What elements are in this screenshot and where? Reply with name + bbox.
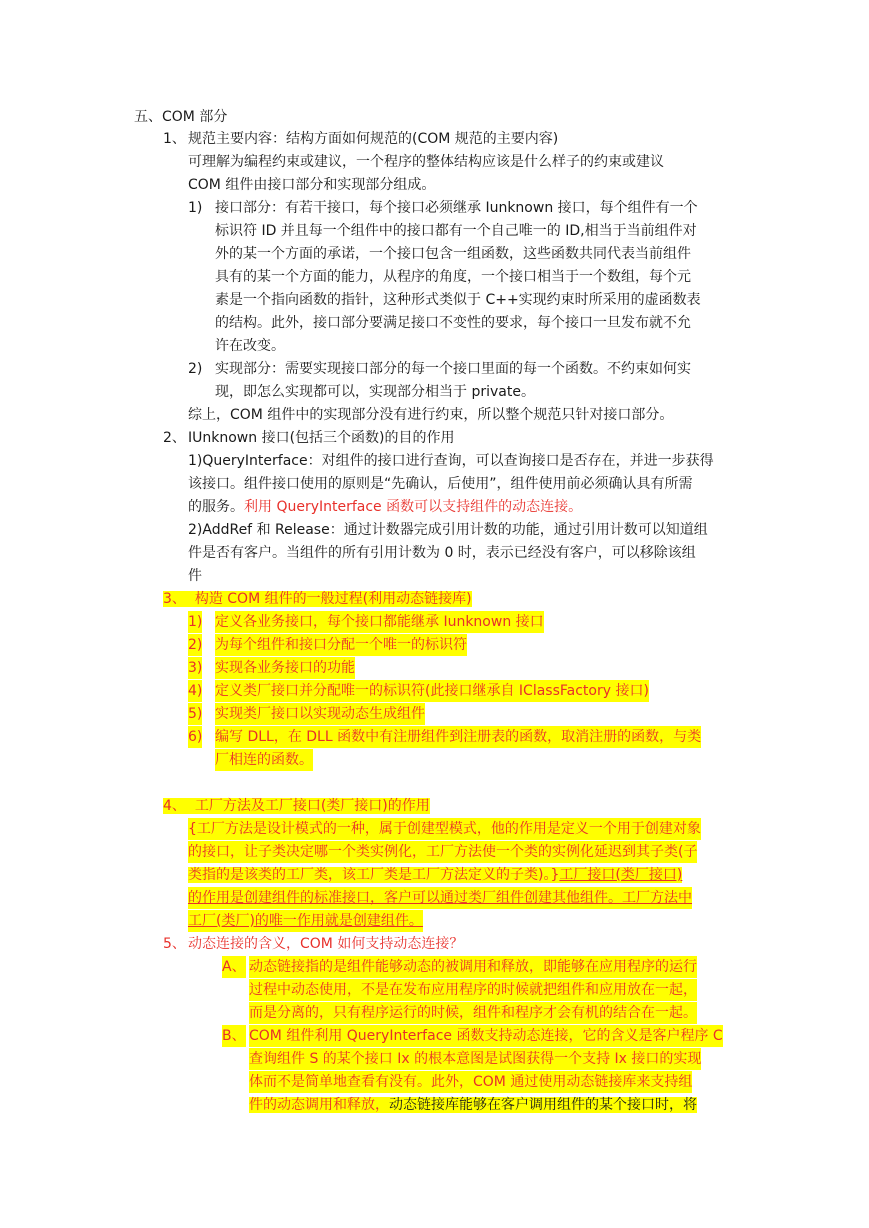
s5-b-last-black: 动态链接库能够在客户调用组件的某个接口时，将 — [389, 1097, 697, 1113]
s4-num: 4、 — [163, 798, 186, 814]
s5-b-line: COM 组件利用 QueryInterface 函数支持动态连接，它的含义是客户程序 C — [249, 1025, 723, 1047]
s4-line-mixed — [188, 864, 682, 886]
s3-item-num: 6) — [188, 726, 202, 748]
s4-heading — [163, 795, 430, 817]
s1-item1-num: 1) — [188, 200, 203, 216]
s2-qi-line: 1)QueryInterface：对组件的接口进行查询，可以查询接口是否存在，并进一步获得 — [188, 453, 714, 469]
s1-item1-line: 的结构。此外，接口部分要满足接口不变性的要求，每个接口一旦发布就不允 — [215, 315, 691, 331]
s4-line: {工厂方法是设计模式的一种，属于创建型模式，他的作用是定义一个用于创建对象 — [188, 818, 701, 840]
s1-item1-line: 素是一个指向函数的指针，这种形式类似于 C++实现约束时所采用的虚函数表 — [215, 292, 701, 308]
s1-item1-line: 具有的某一个方面的能力，从程序的角度，一个接口相当于一个数组，每个元 — [215, 269, 691, 285]
s2-num: 2、 — [163, 430, 186, 446]
section-title: 五、COM 部分 — [134, 109, 228, 125]
s2-qi-line: 该接口。组件接口使用的原则是“先确认，后使用”，组件使用前必须确认具有所需 — [188, 476, 693, 492]
s1-item1-line: 外的某一个方面的承诺，一个接口包含一组函数，这些函数共同代表当前组件 — [215, 246, 691, 262]
s5-a-num: A、 — [222, 956, 246, 978]
s2-qi-red: 利用 QueryInterface 函数可以支持组件的动态连接。 — [244, 499, 583, 515]
s1-p1: 可理解为编程约束或建议，一个程序的整体结构应该是什么样子的约束或建议 — [188, 154, 664, 170]
s4-line: 的作用是创建组件的标准接口，客户可以通过类厂组件创建其他组件。工厂方法中 — [188, 887, 692, 909]
s2-title: IUnknown 接口(包括三个函数)的目的作用 — [188, 430, 455, 446]
s3-item-text: 定义类厂接口并分配唯一的标识符(此接口继承自 IClassFactory 接口) — [215, 680, 649, 702]
s1-item1-line: 许在改变。 — [215, 338, 285, 354]
s2-addref-line: 件 — [188, 568, 202, 584]
s3-item-text: 实现类厂接口以实现动态生成组件 — [215, 703, 425, 725]
s5-b-line: 体而不是简单地查看有没有。此外，COM 通过使用动态链接库来支持组 — [249, 1071, 692, 1093]
s5-b-num: B、 — [222, 1025, 246, 1047]
s3-item-text: 编写 DLL，在 DLL 函数中有注册组件到注册表的函数，取消注册的函数，与类 — [215, 726, 701, 748]
s4-line3b: 工厂接口(类厂接口) — [559, 867, 683, 883]
s1-item1-line: 标识符 ID 并且每一个组件中的接口都有一个自己唯一的 ID,相当于当前组件对 — [215, 223, 697, 239]
s5-a-line: 动态链接指的是组件能够动态的被调用和释放，即能够在应用程序的运行 — [249, 956, 697, 978]
s5-b-last-red: 件的动态调用和释放， — [249, 1097, 389, 1113]
s3-item-text: 定义各业务接口，每个接口都能继承 Iunknown 接口 — [215, 611, 544, 633]
s1-title: 规范主要内容：结构方面如何规范的(COM 规范的主要内容) — [188, 131, 559, 147]
s3-num: 3、 — [163, 591, 186, 607]
s4-line3a: 类指的是该类的工厂类，该工厂类是工厂方法定义的子类)。} — [188, 867, 560, 883]
s2-addref-line: 2)AddRef 和 Release：通过计数器完成引用计数的功能，通过引用计数可以知道组 — [188, 522, 708, 538]
s5-b-last — [249, 1094, 697, 1116]
s3-item6-cont: 厂相连的函数。 — [215, 749, 313, 771]
s5-num: 5、 — [163, 936, 186, 952]
s3-item-num: 2) — [188, 634, 202, 656]
s3-item-text: 为每个组件和接口分配一个唯一的标识符 — [215, 634, 467, 656]
s3-item-num: 3) — [188, 657, 202, 679]
s4-line: 的接口，让子类决定哪一个类实例化，工厂方法使一个类的实例化延迟到其子类(子 — [188, 841, 697, 863]
s3-item-text: 实现各业务接口的功能 — [215, 657, 355, 679]
s1-num: 1、 — [163, 131, 186, 147]
s1-item2-line: 现，即怎么实现都可以，实现部分相当于 private。 — [215, 384, 535, 400]
s2-qi-last — [188, 496, 582, 518]
s5-b-line: 查询组件 S 的某个接口 Ix 的根本意图是试图获得一个支持 Ix 接口的实现 — [249, 1048, 701, 1070]
s1-p2: COM 组件由接口部分和实现部分组成。 — [188, 177, 436, 193]
s3-item-num: 5) — [188, 703, 202, 725]
s4-title: 工厂方法及工厂接口(类厂接口)的作用 — [194, 798, 430, 814]
s4-line: 工厂(类厂)的唯一作用就是创建组件。 — [188, 910, 423, 932]
s5-title: 动态连接的含义，COM 如何支持动态连接？ — [188, 936, 464, 952]
s3-item-num: 1) — [188, 611, 202, 633]
s5-a-line: 而是分离的，只有程序运行的时候，组件和程序才会有机的结合在一起。 — [249, 1002, 697, 1024]
s1-item2-line: 实现部分：需要实现接口部分的每一个接口里面的每一个函数。不约束如何实 — [215, 361, 691, 377]
s1-summary: 综上，COM 组件中的实现部分没有进行约束，所以整个规范只针对接口部分。 — [188, 407, 674, 423]
s1-item1-line: 接口部分：有若干接口，每个接口必须继承 Iunknown 接口，每个组件有一个 — [215, 200, 698, 216]
s2-addref-line: 件是否有客户。当组件的所有引用计数为 0 时，表示已经没有客户，可以移除该组 — [188, 545, 696, 561]
s2-qi-text: 的服务。 — [188, 499, 244, 515]
s5-a-line: 过程中动态使用，不是在发布应用程序的时候就把组件和应用放在一起， — [249, 979, 697, 1001]
s1-item2-num: 2) — [188, 361, 203, 377]
s3-item-num: 4) — [188, 680, 202, 702]
s3-title: 构造 COM 组件的一般过程(利用动态链接库) — [194, 591, 472, 607]
s3-heading — [163, 588, 472, 610]
